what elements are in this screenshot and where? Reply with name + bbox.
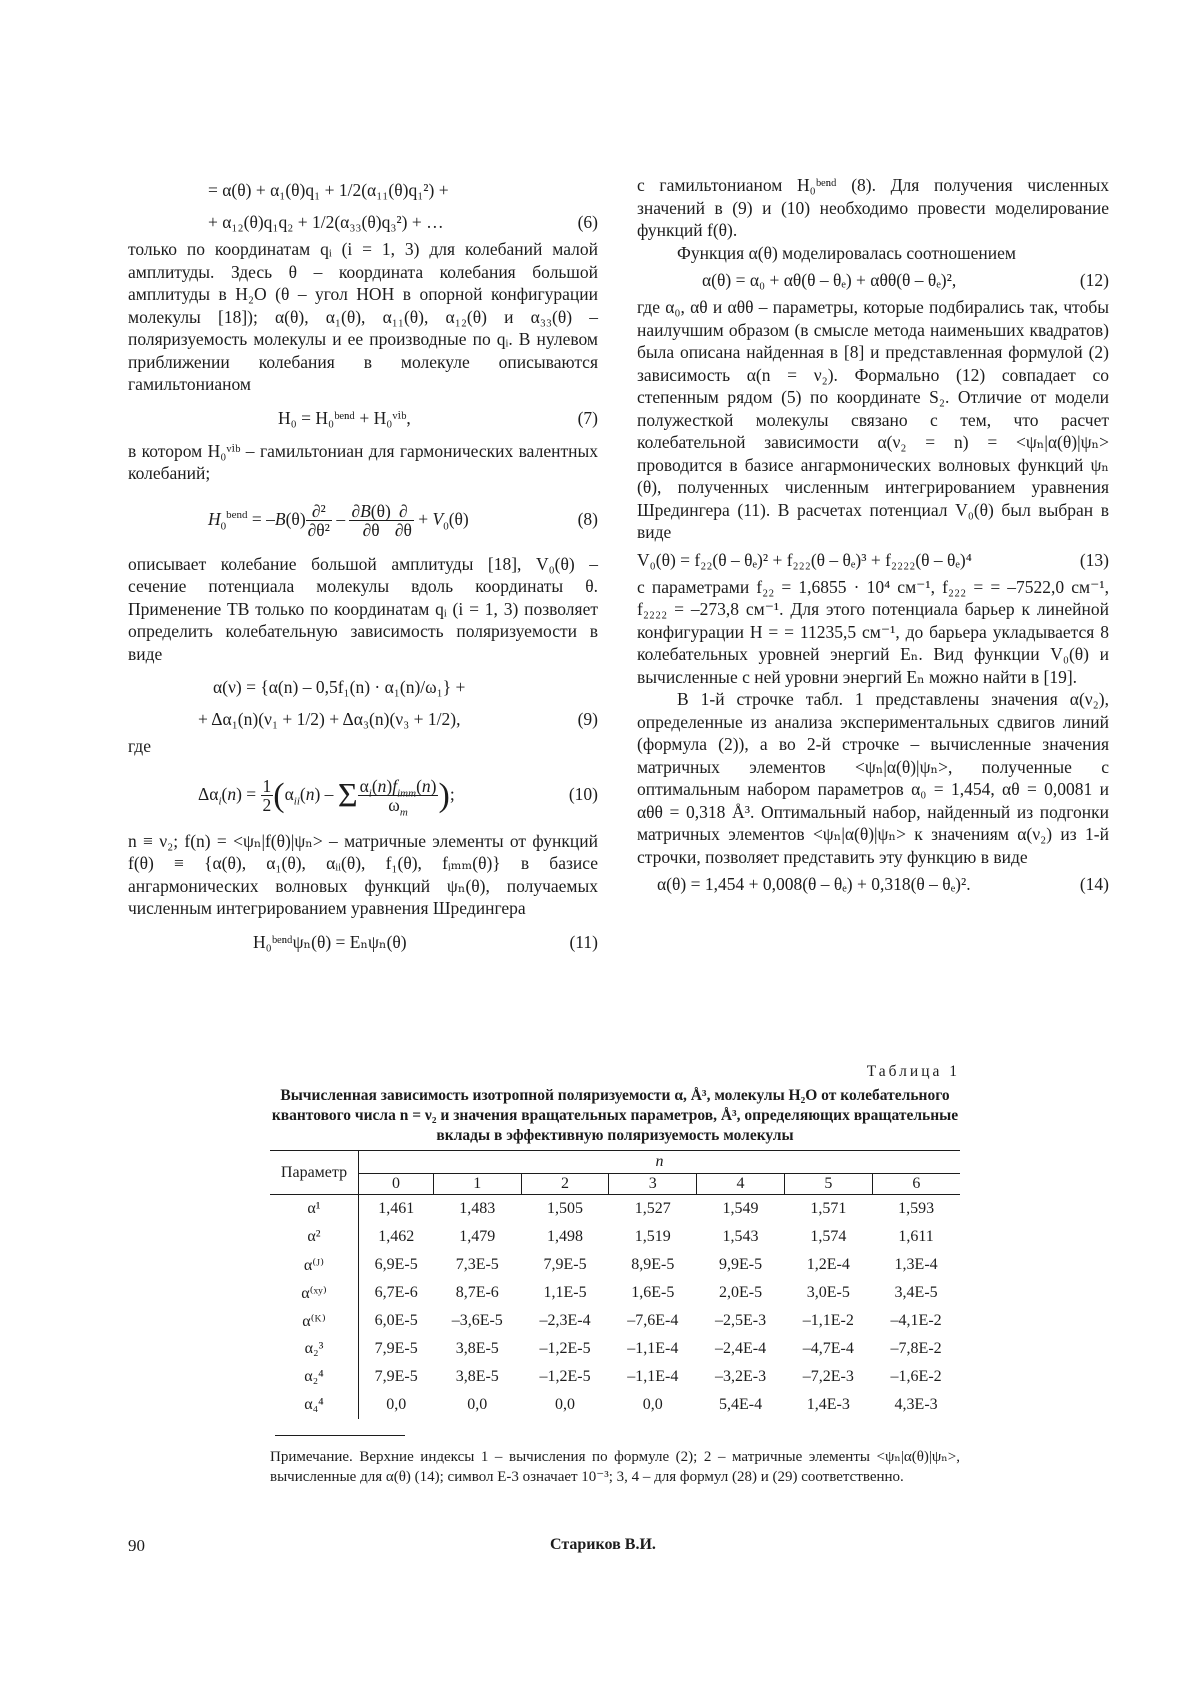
value-cell: –2,3E-4 <box>539 1312 591 1329</box>
param-header: Параметр <box>270 1151 359 1195</box>
value-cell: 7,9E-5 <box>543 1256 587 1273</box>
value-cell: –3,2E-3 <box>715 1368 767 1385</box>
value-cell: 1,483 <box>459 1200 496 1217</box>
paragraph: с гамильтонианом H₀ᵇᵉⁿᵈ (8). Для получения численных значений в (9) и (10) необходимо провести моделирование функций f(θ). <box>637 175 1109 240</box>
value-cell: 1,498 <box>547 1228 584 1245</box>
value-cell: 3,8E-5 <box>455 1368 499 1385</box>
paragraph: только по координатам qᵢ (i = 1, 3) для колебаний малой амплитуды. Здесь θ – координата колебания большой амплитуды в H₂O (θ – угол HOH в опорной конфигурации молекулы [18]); α(θ), α₁(θ), α₁₁(θ), α₁₂(θ) и α₃₃(θ) – поляризуемость молекулы и ее производные по qᵢ. В нулевом приближении колебания в молекуле описываются гамильтонианом <box>128 239 598 394</box>
value-cell: 4,3E-3 <box>894 1396 938 1413</box>
value-cell: 6,0E-5 <box>374 1312 418 1329</box>
paragraph: в котором H₀ᵛⁱᵇ – гамильтониан для гармонических валентных колебаний; <box>128 440 598 483</box>
value-cell: –4,7E-4 <box>802 1340 854 1357</box>
value-cell: 1,479 <box>459 1228 496 1245</box>
value-cell: –1,1E-4 <box>627 1368 679 1385</box>
value-cell: –1,1E-4 <box>627 1340 679 1357</box>
column-header: 5 <box>784 1174 872 1195</box>
page-number: 90 <box>128 1536 145 1555</box>
paragraph: n ≡ ν₂; f(n) = <ψₙ|f(θ)|ψₙ> – матричные элементы от функций f(θ) ≡ {α(θ), α₁(θ), αᵢᵢ(θ), f₁(θ), fᵢₘₘ(θ)} в базисе ангармонических волновых функций ψₙ(θ), получаемых численным интегрированием уравнения Шредингера <box>128 830 598 918</box>
param-cell: α⁽ᴷ⁾ <box>270 1307 359 1335</box>
value-cell: 1,519 <box>634 1228 671 1245</box>
value-cell: 5,4E-4 <box>719 1396 763 1413</box>
value-cell: 1,4E-3 <box>806 1396 850 1413</box>
value-cell: 1,593 <box>898 1200 935 1217</box>
equation-13: V₀(θ) = f₂₂(θ – θₑ)² + f₂₂₂(θ – θₑ)³ + f₂₂₂₂(θ – θₑ)⁴ (13) <box>637 544 1109 576</box>
value-cell: 1,571 <box>810 1200 847 1217</box>
equation-number: (10) <box>568 783 598 804</box>
value-cell: 0,0 <box>555 1396 576 1413</box>
value-cell: 1,549 <box>722 1200 759 1217</box>
equation-6-line1: = α(θ) + α₁(θ)q₁ + 1/2(α₁₁(θ)q₁²) + <box>208 180 449 200</box>
table-row <box>270 1391 960 1419</box>
value-cell: 1,3E-4 <box>894 1256 938 1273</box>
note-divider <box>275 1435 405 1436</box>
value-cell: 8,9E-5 <box>631 1256 675 1273</box>
param-cell: α₂⁴ <box>270 1363 359 1391</box>
table-row <box>270 1251 960 1279</box>
paragraph: Функция α(θ) моделировалась соотношением <box>677 242 1016 263</box>
value-cell: 1,6E-5 <box>631 1284 675 1301</box>
param-cell: α² <box>270 1223 359 1251</box>
equation-number: (11) <box>569 931 598 952</box>
equation-11: H₀ᵇᵉⁿᵈψₙ(θ) = Eₙψₙ(θ) (11) <box>128 926 598 958</box>
table-row <box>270 1307 960 1335</box>
param-cell: α₄⁴ <box>270 1391 359 1419</box>
running-author: Стариков В.И. <box>550 1536 656 1553</box>
value-cell: 0,0 <box>386 1396 407 1413</box>
value-cell: –4,1E-2 <box>890 1312 942 1329</box>
value-cell: 3,0E-5 <box>806 1284 850 1301</box>
value-cell: 9,9E-5 <box>719 1256 763 1273</box>
column-header: 1 <box>433 1174 521 1195</box>
value-cell: 6,7E-6 <box>374 1284 418 1301</box>
value-cell: 6,9E-5 <box>374 1256 418 1273</box>
table-row <box>270 1195 960 1224</box>
value-cell: –2,5E-3 <box>715 1312 767 1329</box>
value-cell: 2,0E-5 <box>719 1284 763 1301</box>
equation-number: (7) <box>577 407 598 428</box>
table-note: Примечание. Верхние индексы 1 – вычисления по формуле (2); 2 – матричные элементы <ψₙ|α(θ)|ψₙ>, вычисленные для α(θ) (14); символ E-3 означает 10⁻³; 3, 4 – для формул (28) и (29) соответственно. <box>270 1449 960 1485</box>
table-row <box>270 1335 960 1363</box>
equation-number: (14) <box>1079 874 1109 894</box>
value-cell: 1,611 <box>898 1228 934 1245</box>
value-cell: –1,2E-5 <box>539 1340 591 1357</box>
value-cell: 7,9E-5 <box>374 1368 418 1385</box>
equation-number: (13) <box>1079 549 1109 570</box>
equation-number: (9) <box>577 709 598 729</box>
equation-number: (6) <box>577 212 598 232</box>
equation-number: (12) <box>1079 270 1109 290</box>
equation-8-formula: $H_0^{bend} = -B(\theta)$ $\frac{\text{∂²}}{\text{∂θ²}}$ – $\frac{\partial B(\theta)}{\partial\theta}$ $\frac{\partial}{\partial\theta}$ + $V_0(\theta)$ <box>208 500 469 540</box>
value-cell: 1,574 <box>810 1228 847 1245</box>
value-cell: 1,462 <box>378 1228 415 1245</box>
value-cell: 1,461 <box>378 1200 415 1217</box>
param-cell: α¹ <box>270 1195 359 1224</box>
equation-10-formula: $\Delta\alpha_i(n)$ = $\frac{1}{2}$ ($\alpha_{ii}(n)$ – Σ $\frac{\alpha_i(n)f_{imm}(n)}{\omega_m}$ ); <box>198 775 455 819</box>
equation-9-line2: + Δα₁(n)(ν₁ + 1/2) + Δα₃(n)(ν₃ + 1/2), (9) <box>128 703 598 735</box>
value-cell: 1,505 <box>547 1200 584 1217</box>
left-column <box>128 174 598 958</box>
column-header-row <box>270 1174 960 1195</box>
equation-6-line2: + α₁₂(θ)q₁q₂ + 1/2(α₃₃(θ)q₃²) + … (6) <box>128 206 598 238</box>
value-cell: –3,6E-5 <box>451 1312 503 1329</box>
value-cell: –1,2E-5 <box>539 1368 591 1385</box>
value-cell: 7,3E-5 <box>455 1256 499 1273</box>
table-row <box>270 1363 960 1391</box>
paragraph: где <box>128 736 151 756</box>
table-label: Таблица 1 <box>866 1063 960 1080</box>
n-header: n <box>359 1151 961 1174</box>
value-cell: 1,2E-4 <box>806 1256 850 1273</box>
paragraph: В 1-й строчке табл. 1 представлены значения α(ν₂), определенные из анализа экспериментальных сдвигов линий (формула (2)), а во 2-й строчке – вычисленные значения матричных элементов <ψₙ|α(θ)|ψₙ>, полученные с оптимальным набором параметров α₀ = 1,454, αθ = 0,0081 и αθθ = 0,318 Å³. Оптимальный набор, найденный из подгонки матричных элементов <ψₙ|α(θ)|ψₙ> к значениям α(ν₂) из 1-й строчки, позволяет представить эту функцию в виде <box>637 689 1109 867</box>
value-cell: 1,1E-5 <box>543 1284 587 1301</box>
paragraph: описывает колебание большой амплитуды [18], V₀(θ) – сечение потенциала молекулы вдоль координаты θ. Применение ТВ только по координатам qᵢ (i = 1, 3) позволяет определить колебательную зависимость поляризуемости в виде <box>128 553 598 664</box>
value-cell: –7,6E-4 <box>627 1312 679 1329</box>
value-cell: 3,8E-5 <box>455 1340 499 1357</box>
column-header: 3 <box>609 1174 697 1195</box>
equation-12: α(θ) = α₀ + αθ(θ – θₑ) + αθθ(θ – θₑ)², (12) <box>637 264 1109 296</box>
value-cell: 0,0 <box>467 1396 488 1413</box>
value-cell: –2,4E-4 <box>715 1340 767 1357</box>
right-column <box>637 174 1109 900</box>
value-cell: 3,4E-5 <box>894 1284 938 1301</box>
equation-9-line1: α(ν) = {α(n) – 0,5f₁(n) · α₁(n)/ω₁} + <box>213 677 466 697</box>
value-cell: 1,527 <box>634 1200 671 1217</box>
equation-8 <box>128 485 598 553</box>
equation-14: α(θ) = 1,454 + 0,008(θ – θₑ) + 0,318(θ – θₑ)². (14) <box>637 868 1109 900</box>
column-header: 2 <box>521 1174 609 1195</box>
equation-number: (8) <box>577 508 598 529</box>
value-cell: 8,7E-6 <box>455 1284 499 1301</box>
param-cell: α⁽ᴶ⁾ <box>270 1251 359 1279</box>
paragraph: где α₀, αθ и αθθ – параметры, которые подбирались так, чтобы наилучшим образом (в смысле метода наименьших квадратов) была описана найденная в [8] и представленная формулой (2) зависимость α(n = ν₂). Формально (12) совпадает со степенным рядом (5) по координате S₂. Отличие от модели полужесткой молекулы связано с тем, что расчет колебательной зависимости α(ν₂ = n) = <ψₙ|α(θ)|ψₙ> проводится в базисе ангармонических волновых функций ψₙ (θ), полученных численным интегрированием уравнения Шредингера (11). В расчетах потенциал V₀(θ) был выбран в виде <box>637 297 1109 542</box>
paragraph: с параметрами f₂₂ = 1,6855 · 10⁴ см⁻¹, f₂₂₂ = = –7522,0 см⁻¹, f₂₂₂₂ = –273,8 см⁻¹. Для этого потенциала барьер к линейной конфигурации H = = 11235,5 см⁻¹, до барьера укладывается 8 колебательных уровней энергий Eₙ. Вид функции V₀(θ) и вычисленные с ней уровни энергий Eₙ можно найти в [19]. <box>637 576 1109 687</box>
table-row <box>270 1279 960 1307</box>
value-cell: 0,0 <box>642 1396 663 1413</box>
param-cell: α₂³ <box>270 1335 359 1363</box>
equation-7: H₀ = H₀ᵇᵉⁿᵈ + H₀ᵛⁱᵇ, (7) <box>128 402 598 434</box>
value-cell: –1,1E-2 <box>802 1312 854 1329</box>
value-cell: 7,9E-5 <box>374 1340 418 1357</box>
data-table <box>270 1150 960 1419</box>
param-cell: α⁽ˣʸ⁾ <box>270 1279 359 1307</box>
table-body <box>270 1195 960 1420</box>
value-cell: –1,6E-2 <box>890 1368 942 1385</box>
value-cell: 1,543 <box>722 1228 759 1245</box>
column-header: 0 <box>359 1174 434 1195</box>
table-caption: Вычисленная зависимость изотропной поляризуемости α, Å³, молекулы H₂O от колебательного квантового числа n = ν₂ и значения вращательных параметров, Å³, определяющих вращательные вклады в эффективную поляризуемость молекулы <box>271 1087 959 1144</box>
table-row <box>270 1223 960 1251</box>
value-cell: –7,8E-2 <box>890 1340 942 1357</box>
value-cell: –7,2E-3 <box>802 1368 854 1385</box>
column-header: 4 <box>697 1174 785 1195</box>
equation-10 <box>128 758 598 830</box>
column-header: 6 <box>872 1174 960 1195</box>
